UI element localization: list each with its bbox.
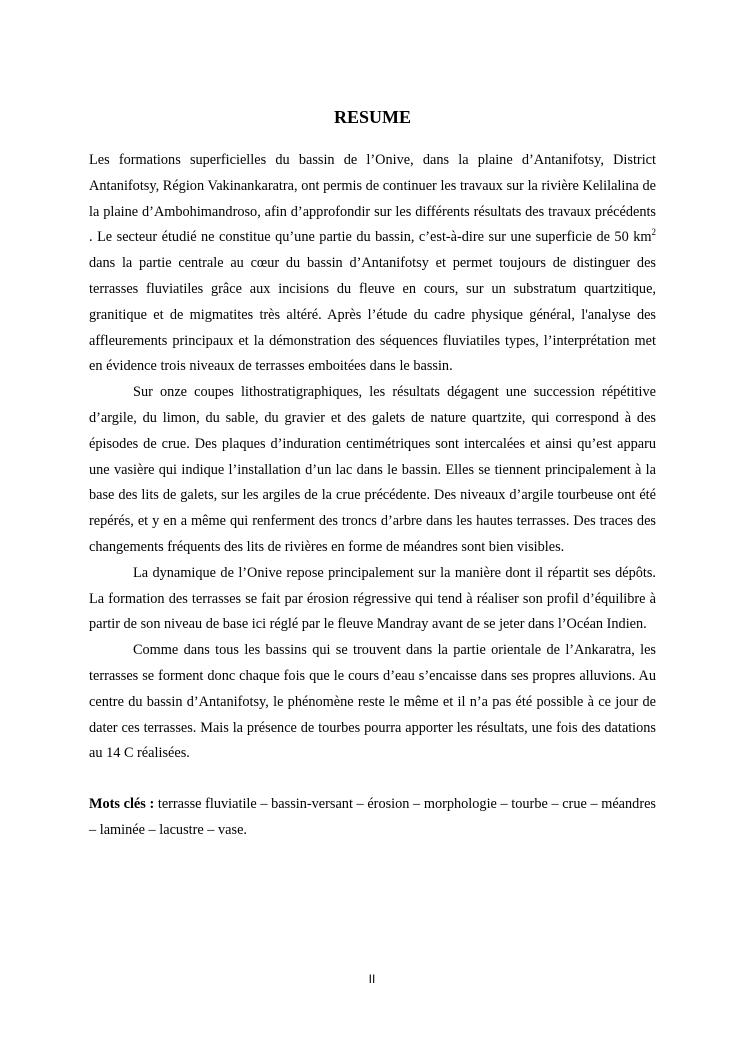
paragraph-1-part-a: Les formations superficielles du bassin de l’Onive, dans la plaine d’Antanifotsy, District Antanifotsy, Région Vakinankaratra, ont permis de continuer les travaux sur la rivière Kelilalina de la plaine d’Ambohimandroso, afin d’approfondir sur les différents résultats des travaux précédents . Le secteur étudié ne constitue qu’une partie du bassin, c’est-à-dire sur une superficie de 50 km (89, 152, 656, 246)
paragraph-1 (89, 148, 656, 380)
paragraph-2: Sur onze coupes lithostratigraphiques, les résultats dégagent une succession répétitive d’argile, du limon, du sable, du gravier et des galets de nature quartzite, qui correspond à des épisodes de crue. Des plaques d’induration centimétriques sont intercalées et ainsi qu’est apparu une vasière qui indique l’installation d’un lac dans le bassin. Elles se tiennent principalement à la base des lits de galets, sur les argiles de la crue précédente. Des niveaux d’argile tourbeuse ont été repérés, et y en a même qui renferment des troncs d’arbre dans les hautes terrasses. Des traces des changements fréquents des lits de rivières en forme de méandres sont bien visibles. (89, 384, 656, 555)
superscript-2: 2 (651, 227, 656, 238)
keywords-label: Mots clés : (89, 796, 155, 813)
page-title: RESUME (333, 107, 411, 127)
paragraph-4: Comme dans tous les bassins qui se trouvent dans la partie orientale de l’Ankaratra, les terrasses se forment donc chaque fois que le cours d’eau s’encaisse dans ses propres alluvions. Au centre du bassin d’Antanifotsy, le phénomène reste le même et il n’a pas été possible à ce jour de dater ces terrasses. Mais la présence de tourbes pourra apporter les résultats, une fois des datations au 14 C réalisées. (89, 642, 656, 762)
keywords (89, 792, 656, 844)
page-number: II (368, 972, 376, 986)
paragraph-3: La dynamique de l’Onive repose principalement sur la manière dont il répartit ses dépôts. La formation des terrasses se fait par érosion régressive qui tend à réaliser son profil d’équilibre à partir de son niveau de base ici réglé par le fleuve Mandray avant de se jeter dans l’Océan Indien. (89, 564, 656, 633)
keywords-text: terrasse fluviatile – bassin-versant – érosion – morphologie – tourbe – crue – méandres – laminée – lacustre – vase. (89, 796, 656, 838)
paragraph-1-part-b: dans la partie centrale au cœur du bassin d’Antanifotsy et permet toujours de distinguer des terrasses fluviatiles grâce aux incisions du fleuve en cours, sur un substratum quartzitique, granitique et de migmatites très altéré. Après l’étude du cadre physique général, l'analyse des affleurements principaux et la démonstration des séquences fluviatiles types, l’interprétation met en évidence trois niveaux de terrasses emboitées dans le bassin. (89, 255, 656, 375)
document-body (89, 106, 656, 844)
